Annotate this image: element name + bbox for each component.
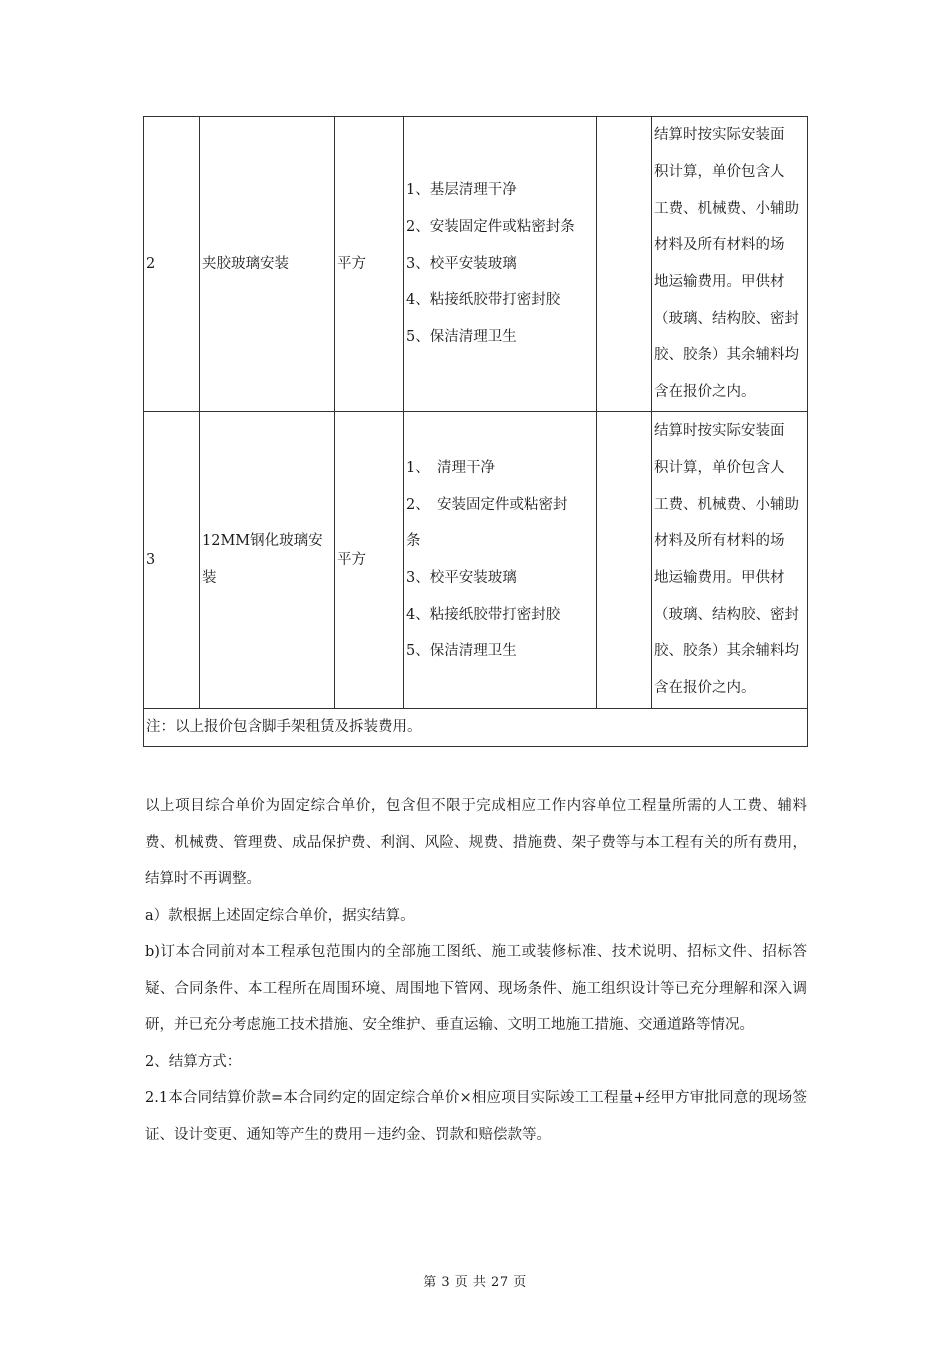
remark-line: 工费、机械费、小辅助 <box>654 200 799 217</box>
remark-line: 含在报价之内。 <box>654 680 756 697</box>
body-text <box>145 788 807 1153</box>
row-number: 3 <box>144 412 200 709</box>
paragraph: a）款根据上述固定综合单价，据实结算。 <box>145 907 415 924</box>
step-line: 5、保洁清理卫生 <box>406 329 517 346</box>
step-line: 2、安装固定件或粘密封条 <box>406 218 575 235</box>
item-name: 12MM钢化玻璃安装 <box>200 412 335 709</box>
remark-line: 含在报价之内。 <box>654 384 756 401</box>
remark <box>652 412 808 709</box>
row-number: 2 <box>144 117 200 412</box>
remark-line: 地运输费用。甲供材 <box>654 570 785 586</box>
step-line: 1、基层清理干净 <box>406 182 517 199</box>
item-unit: 平方 <box>335 117 404 412</box>
step-line: 4、粘接纸胶带打密封胶 <box>406 292 561 309</box>
paragraph: 2.1本合同结算价款=本合同约定的固定综合单价×相应项目实际竣工工程量+经甲方审批同意的现场签证、设计变更、通知等产生的费用－违约金、罚款和赔偿款等。 <box>145 1090 807 1143</box>
table-note: 注：以上报价包含脚手架租赁及拆装费用。 <box>144 709 808 747</box>
step-line: 3、校平安装玻璃 <box>406 570 517 586</box>
paragraph: 以上项目综合单价为固定综合单价，包含但不限于完成相应工作内容单位工程量所需的人工费、辅料费、机械费、管理费、成品保护费、利润、风险、规费、措施费、架子费等与本工程有关的所有费用，结算时不再调整。 <box>145 798 807 887</box>
page-footer: 第 3 页 共 27 页 <box>423 1275 527 1290</box>
remark-line: 胶、胶条）其余辅料均 <box>654 643 799 660</box>
remark-line: （玻璃、结构胶、密封 <box>654 310 799 327</box>
remark-line: 工费、机械费、小辅助 <box>654 496 799 513</box>
remark-line: 材料及所有材料的场 <box>654 533 785 550</box>
step-line: 4、粘接纸胶带打密封胶 <box>406 606 561 623</box>
step-line: 条 <box>406 533 421 550</box>
remark-line: 结算时按实际安装面 <box>654 127 785 144</box>
step-line: 3、校平安装玻璃 <box>406 255 517 272</box>
table-row <box>144 412 808 709</box>
remark-line: 结算时按实际安装面 <box>654 423 785 440</box>
work-steps <box>404 117 597 412</box>
step-line: 2、 安装固定件或粘密封 <box>406 496 568 513</box>
remark-line: 积计算，单价包含人 <box>654 459 785 476</box>
section-heading: 2、结算方式： <box>145 1053 242 1070</box>
table-row <box>144 117 808 412</box>
unit-price <box>597 117 652 412</box>
remark <box>652 117 808 412</box>
unit-price <box>597 412 652 709</box>
table-note-row <box>144 709 808 747</box>
quote-table <box>143 116 808 747</box>
work-steps <box>404 412 597 709</box>
remark-line: 地运输费用。甲供材 <box>654 274 785 290</box>
remark-line: 材料及所有材料的场 <box>654 237 785 254</box>
step-line: 5、保洁清理卫生 <box>406 643 517 660</box>
item-name: 夹胶玻璃安装 <box>200 117 335 412</box>
remark-line: （玻璃、结构胶、密封 <box>654 606 799 623</box>
step-line: 1、 清理干净 <box>406 459 495 476</box>
remark-line: 积计算，单价包含人 <box>654 163 785 180</box>
remark-line: 胶、胶条）其余辅料均 <box>654 347 799 364</box>
paragraph: b)订本合同前对本工程承包范围内的全部施工图纸、施工或装修标准、技术说明、招标文件、招标答疑、合同条件、本工程所在周围环境、周围地下管网、现场条件、施工组织设计等已充分理解和深入调研，并已充分考虑施工技术措施、安全维护、垂直运输、文明工地施工措施、交通道路等情况。 <box>145 944 807 1033</box>
item-unit: 平方 <box>335 412 404 709</box>
